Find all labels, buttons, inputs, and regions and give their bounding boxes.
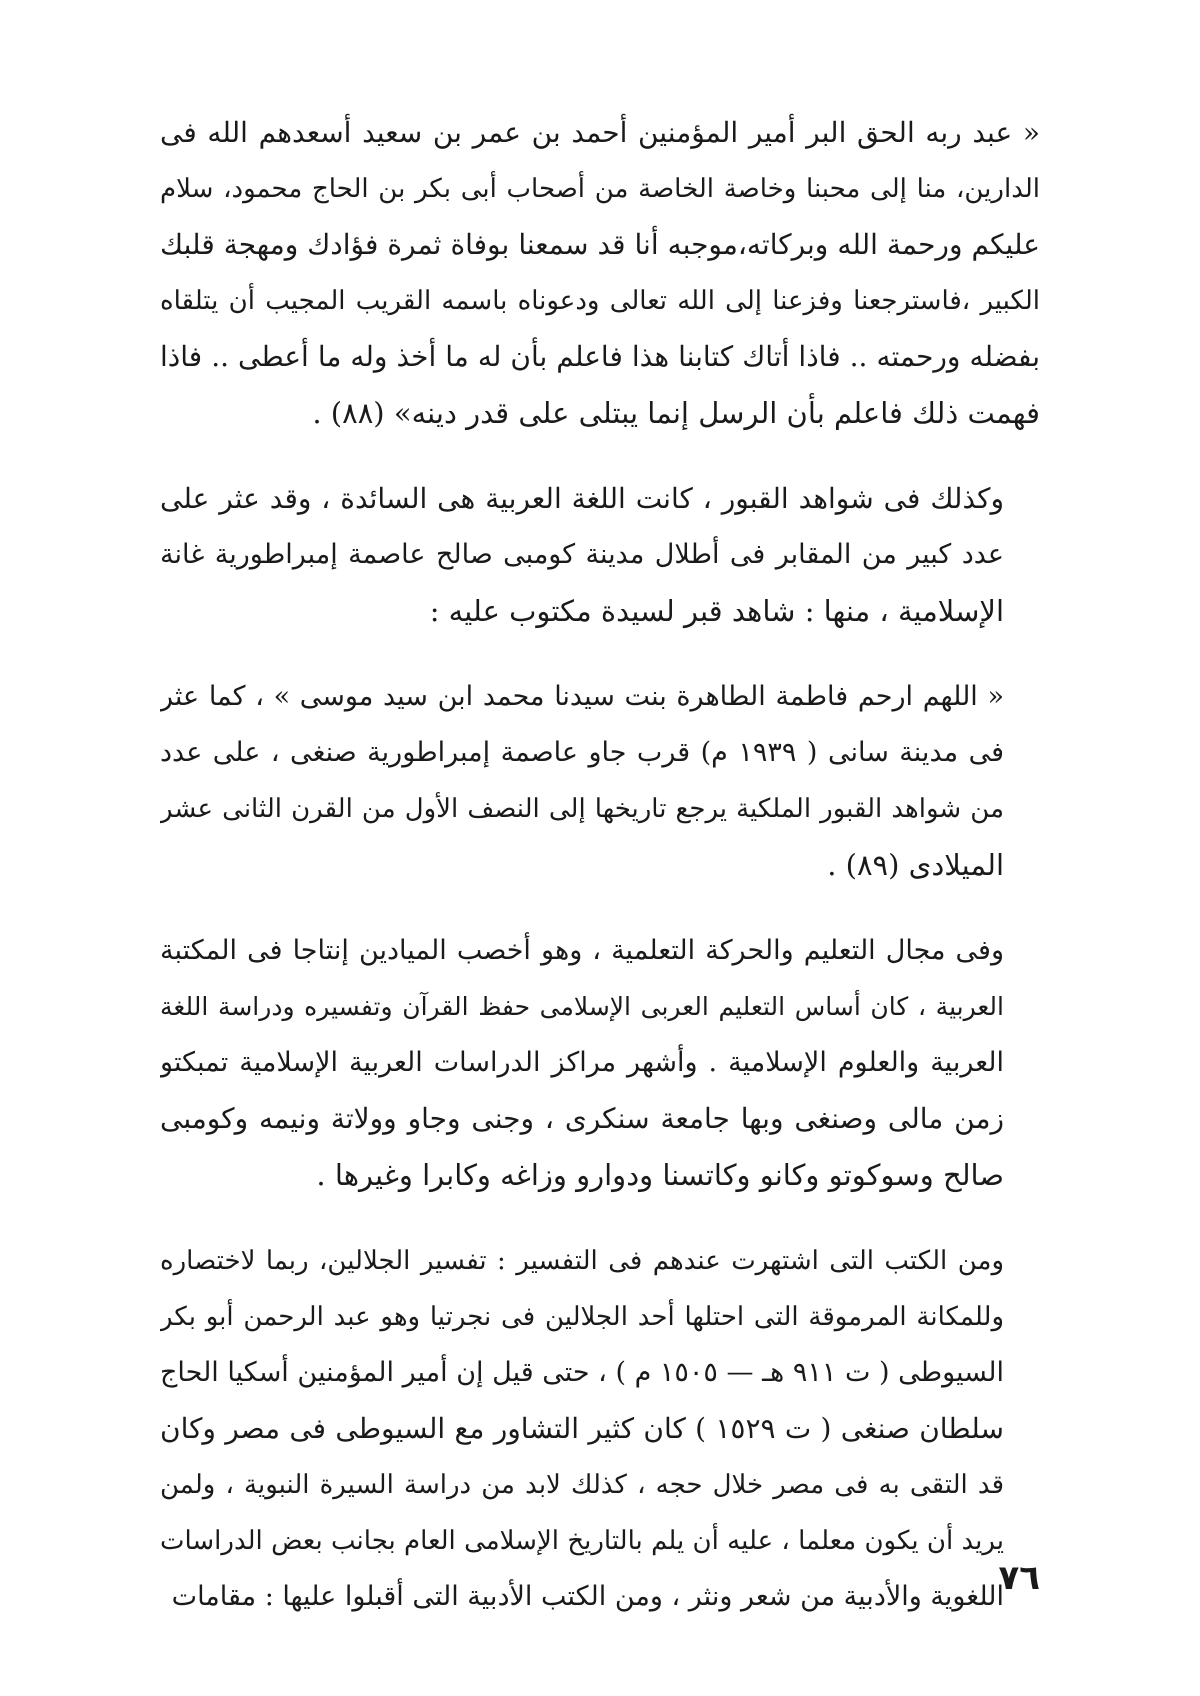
text-line: عليكم ورحمة الله وبركاته،موجبه أنا قد سمعنا بوفاة ثمرة فؤادك ومهجة قلبك xyxy=(160,228,1040,261)
text-line: ومن الكتب التى اشتهرت عندهم فى التفسير : تفسير الجلالين، ربما لاختصاره xyxy=(160,1246,1004,1276)
paragraph xyxy=(160,923,1040,1203)
paragraph xyxy=(160,669,1040,893)
text-line: من شواهد القبور الملكية يرجع تاريخها إلى النصف الأول من القرن الثانى عشر xyxy=(160,794,1004,824)
text-line: اللغوية والأدبية من شعر ونثر ، ومن الكتب الأدبية التى أقبلوا عليها : مقامات xyxy=(171,1581,1004,1612)
text-line: بفضله ورحمته .. فاذا أتاك كتابنا هذا فاعلم بأن له ما أخذ وله ما أعطى .. فاذا xyxy=(160,340,1040,373)
paragraph xyxy=(160,105,1040,441)
text-line: زمن مالى وصنغى وبها جامعة سنكرى ، وجنى وجاو وولاتة ونيمه وكومبى xyxy=(160,1102,1004,1135)
text-line: فى مدينة سانى ( ١٩٣٩ م) قرب جاو عاصمة إمبراطورية صنغى ، على عدد xyxy=(160,737,1004,768)
text-line: وكذلك فى شواهد القبور ، كانت اللغة العربية هى السائدة ، وقد عثر على xyxy=(160,482,1004,515)
paragraph xyxy=(160,471,1040,639)
body-text xyxy=(160,105,1040,1655)
text-line: العربية والعلوم الإسلامية . وأشهر مراكز الدراسات العربية الإسلامية تمبكتو xyxy=(160,1047,1004,1078)
text-line: السيوطى ( ت ٩١١ هـ — ١٥٠٥ م ) ، حتى قيل إن أمير المؤمنين أسكيا الحاج xyxy=(160,1357,1004,1388)
text-line: الكبير ،فاسترجعنا وفزعنا إلى الله تعالى ودعوناه باسمه القريب المجيب أن يتلقاه xyxy=(160,286,1040,316)
text-line: الإسلامية ، منها : شاهد قبر لسيدة مكتوب عليه : xyxy=(429,594,1004,628)
text-line: وفى مجال التعليم والحركة التعلمية ، وهو أخصب الميادين إنتاجا فى المكتبة xyxy=(160,935,1004,966)
text-line: الميلادى (٨٩) . xyxy=(827,848,1004,882)
text-line: فهمت ذلك فاعلم بأن الرسل إنما يبتلى على قدر دينه» (٨٨) . xyxy=(312,396,1040,430)
page-number: ٧٦ xyxy=(998,1558,1040,1598)
text-line: عدد كبير من المقابر فى أطلال مدينة كومبى صالح عاصمة إمبراطورية غانة xyxy=(160,539,1004,570)
text-line: سلطان صنغى ( ت ١٥٢٩ ) كان كثير التشاور مع السيوطى فى مصر وكان xyxy=(160,1412,1004,1445)
text-line: الدارين، منا إلى محبنا وخاصة الخاصة من أصحاب أبى بكر بن الحاج محمود، سلام xyxy=(160,174,1040,204)
text-line: قد التقى به فى مصر خلال حجه ، كذلك لابد من دراسة السيرة النبوية ، ولمن xyxy=(160,1470,1004,1500)
text-line: « عبد ربه الحق البر أمير المؤمنين أحمد بن عمر بن سعيد أسعدهم الله فى xyxy=(160,116,1040,149)
text-line: العربية ، كان أساس التعليم العربى الإسلامى حفظ القرآن وتفسيره ودراسة اللغة xyxy=(160,992,1004,1021)
text-line: يريد أن يكون معلما ، عليه أن يلم بالتاريخ الإسلامى العام بجانب بعض الدراسات xyxy=(160,1526,1004,1556)
text-line: صالح وسوكوتو وكانو وكاتسنا ودوارو وزاغه وكابرا وغيرها . xyxy=(316,1158,1004,1192)
text-line: وللمكانة المرموقة التى احتلها أحد الجلالين فى نجرتيا وهو عبد الرحمن أبو بكر xyxy=(160,1302,1004,1332)
text-line: « اللهم ارحم فاطمة الطاهرة بنت سيدنا محمد ابن سيد موسى » ، كما عثر xyxy=(160,681,1004,712)
paragraph xyxy=(160,1233,1040,1625)
